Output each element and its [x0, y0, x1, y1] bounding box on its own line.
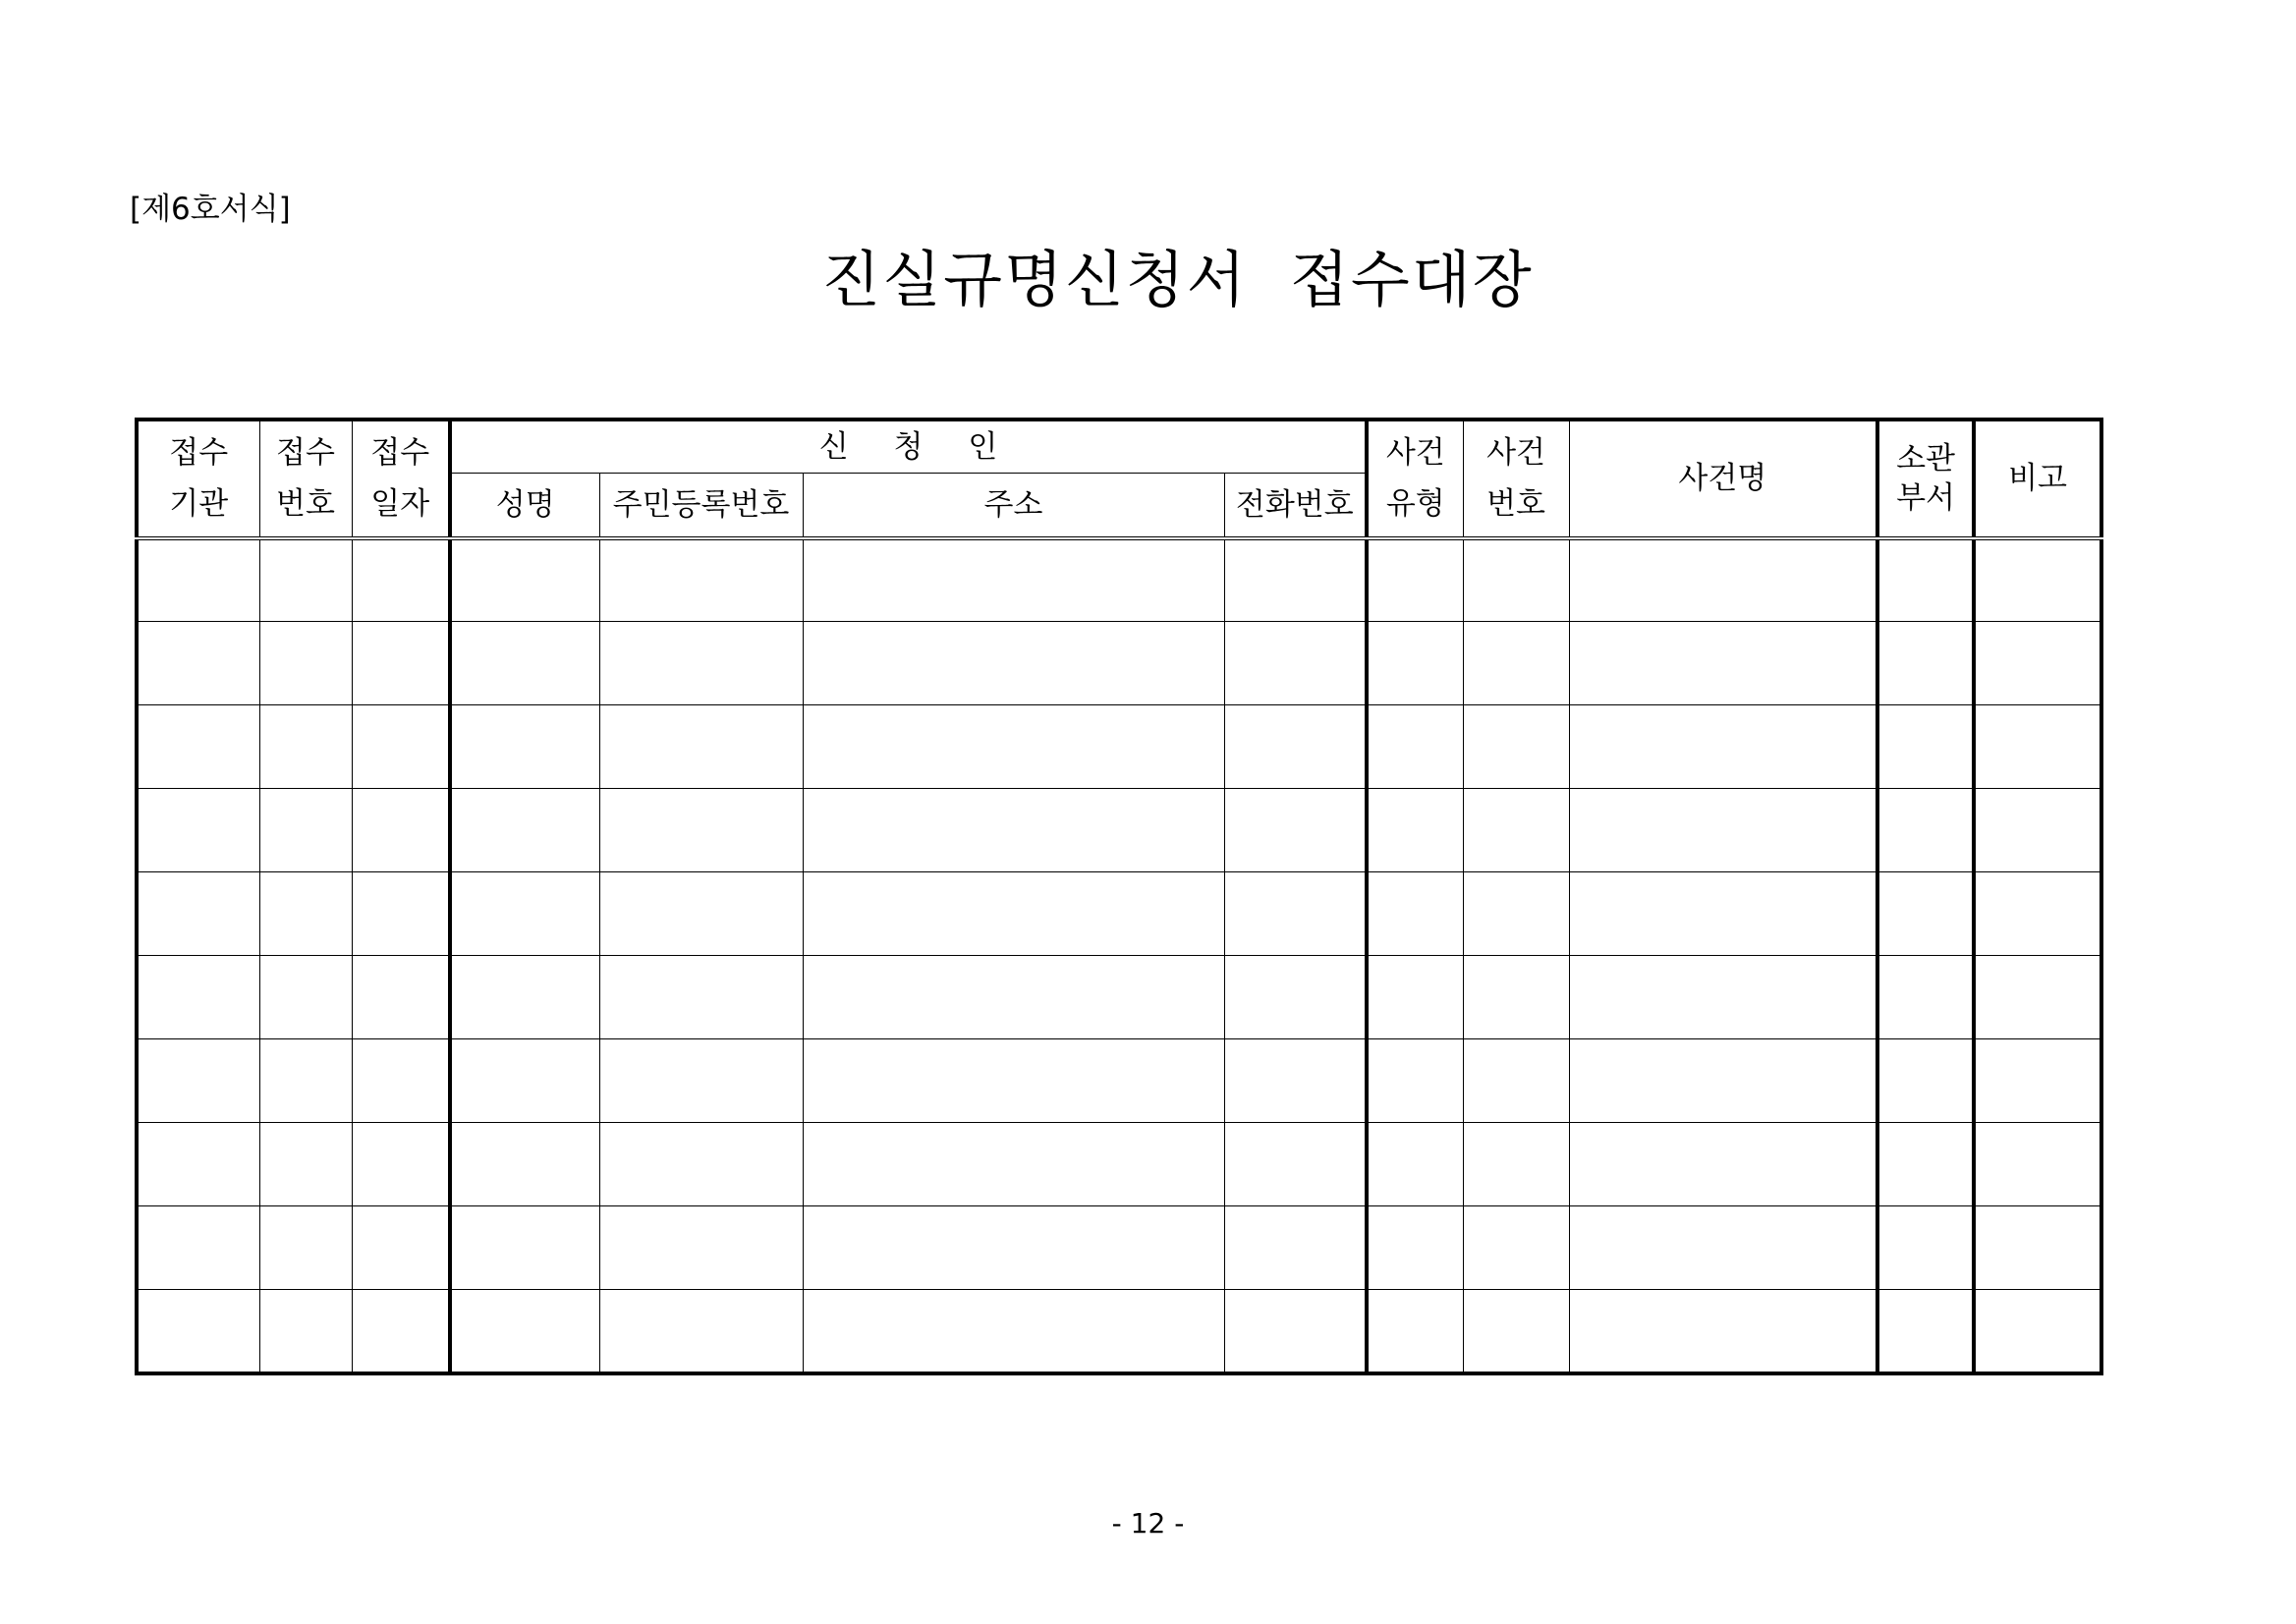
- cell-case-type[interactable]: [1367, 622, 1463, 705]
- header-receipt-date-line1: 접수: [370, 435, 430, 472]
- cell-case-type[interactable]: [1367, 956, 1463, 1039]
- header-case-name: 사건명: [1569, 420, 1877, 538]
- header-department: [1877, 420, 1974, 538]
- page-title: 진실규명신청서 접수대장: [821, 244, 1534, 315]
- cell-case-number[interactable]: [1463, 538, 1569, 622]
- cell-receiving-agency[interactable]: [137, 1123, 259, 1206]
- cell-case-type[interactable]: [1367, 1039, 1463, 1123]
- form-number-label: [제6호서식]: [130, 192, 291, 227]
- cell-phone-number[interactable]: [1224, 538, 1367, 622]
- cell-remarks[interactable]: [1974, 705, 2101, 789]
- cell-department[interactable]: [1877, 1290, 1974, 1373]
- ledger-body: [137, 538, 2101, 1374]
- cell-receipt-number[interactable]: [259, 956, 352, 1039]
- cell-receiving-agency[interactable]: [137, 1206, 259, 1290]
- header-case-type: [1367, 420, 1463, 538]
- cell-receipt-date[interactable]: [352, 705, 450, 789]
- cell-receiving-agency[interactable]: [137, 789, 259, 872]
- table-row: [137, 538, 2101, 622]
- table-row: [137, 1123, 2101, 1206]
- cell-resident-number[interactable]: [599, 622, 803, 705]
- cell-receiving-agency[interactable]: [137, 622, 259, 705]
- header-receipt-number-line1: 접수: [276, 435, 335, 472]
- cell-resident-number[interactable]: [599, 705, 803, 789]
- header-receipt-date: [352, 420, 450, 538]
- cell-phone-number[interactable]: [1224, 622, 1367, 705]
- cell-phone-number[interactable]: [1224, 872, 1367, 956]
- cell-receiving-agency[interactable]: [137, 872, 259, 956]
- cell-resident-number[interactable]: [599, 538, 803, 622]
- header-receipt-number: [259, 420, 352, 538]
- cell-phone-number[interactable]: [1224, 956, 1367, 1039]
- table-row: [137, 872, 2101, 956]
- table-row: [137, 705, 2101, 789]
- cell-receiving-agency[interactable]: [137, 1290, 259, 1373]
- cell-resident-number[interactable]: [599, 1039, 803, 1123]
- cell-receipt-date[interactable]: [352, 1206, 450, 1290]
- receipt-ledger-table: [135, 418, 2103, 1375]
- cell-receiving-agency[interactable]: [137, 705, 259, 789]
- header-case-type-line1: 사건: [1385, 435, 1445, 472]
- cell-remarks[interactable]: [1974, 622, 2101, 705]
- cell-address[interactable]: [803, 1039, 1224, 1123]
- table-row: [137, 622, 2101, 705]
- cell-resident-number[interactable]: [599, 1290, 803, 1373]
- header-case-type-line2: 유형: [1385, 486, 1445, 523]
- cell-case-type[interactable]: [1367, 705, 1463, 789]
- cell-case-name[interactable]: [1569, 538, 1877, 622]
- table-row: [137, 956, 2101, 1039]
- cell-applicant-name[interactable]: [450, 1123, 599, 1206]
- cell-case-type[interactable]: [1367, 1123, 1463, 1206]
- cell-department[interactable]: [1877, 538, 1974, 622]
- cell-receipt-date[interactable]: [352, 1290, 450, 1373]
- cell-case-name[interactable]: [1569, 1123, 1877, 1206]
- cell-applicant-name[interactable]: [450, 538, 599, 622]
- cell-resident-number[interactable]: [599, 1206, 803, 1290]
- header-receiving-agency-line1: 접수: [169, 435, 229, 472]
- cell-case-name[interactable]: [1569, 1290, 1877, 1373]
- cell-resident-number[interactable]: [599, 872, 803, 956]
- header-case-number-line2: 번호: [1486, 486, 1545, 523]
- cell-case-number[interactable]: [1463, 1039, 1569, 1123]
- cell-address[interactable]: [803, 872, 1224, 956]
- cell-phone-number[interactable]: [1224, 1290, 1367, 1373]
- cell-remarks[interactable]: [1974, 538, 2101, 622]
- cell-case-type[interactable]: [1367, 1206, 1463, 1290]
- cell-phone-number[interactable]: [1224, 1123, 1367, 1206]
- cell-address[interactable]: [803, 789, 1224, 872]
- cell-case-number[interactable]: [1463, 789, 1569, 872]
- table-row: [137, 789, 2101, 872]
- cell-department[interactable]: [1877, 705, 1974, 789]
- cell-phone-number[interactable]: [1224, 1206, 1367, 1290]
- cell-case-number[interactable]: [1463, 705, 1569, 789]
- page-number: - 12 -: [1111, 1507, 1185, 1540]
- cell-receipt-number[interactable]: [259, 622, 352, 705]
- cell-address[interactable]: [803, 1290, 1224, 1373]
- table-row: [137, 1290, 2101, 1373]
- cell-applicant-name[interactable]: [450, 705, 599, 789]
- cell-address[interactable]: [803, 1206, 1224, 1290]
- cell-resident-number[interactable]: [599, 1123, 803, 1206]
- cell-case-type[interactable]: [1367, 1290, 1463, 1373]
- cell-remarks[interactable]: [1974, 956, 2101, 1039]
- cell-case-number[interactable]: [1463, 1123, 1569, 1206]
- header-case-number: [1463, 420, 1569, 538]
- cell-address[interactable]: [803, 705, 1224, 789]
- header-applicant-group: 신 청 인: [450, 420, 1367, 474]
- cell-applicant-name[interactable]: [450, 1039, 599, 1123]
- cell-department[interactable]: [1877, 1123, 1974, 1206]
- header-applicant-name: 성명: [450, 474, 599, 538]
- cell-remarks[interactable]: [1974, 789, 2101, 872]
- header-remarks: 비고: [1974, 420, 2101, 538]
- cell-applicant-name[interactable]: [450, 789, 599, 872]
- cell-department[interactable]: [1877, 622, 1974, 705]
- cell-remarks[interactable]: [1974, 872, 2101, 956]
- cell-department[interactable]: [1877, 956, 1974, 1039]
- cell-case-number[interactable]: [1463, 872, 1569, 956]
- cell-phone-number[interactable]: [1224, 1039, 1367, 1123]
- cell-receipt-date[interactable]: [352, 1039, 450, 1123]
- cell-case-number[interactable]: [1463, 1290, 1569, 1373]
- cell-case-type[interactable]: [1367, 538, 1463, 622]
- cell-applicant-name[interactable]: [450, 872, 599, 956]
- cell-remarks[interactable]: [1974, 1290, 2101, 1373]
- cell-department[interactable]: [1877, 872, 1974, 956]
- cell-phone-number[interactable]: [1224, 789, 1367, 872]
- cell-address[interactable]: [803, 538, 1224, 622]
- cell-resident-number[interactable]: [599, 956, 803, 1039]
- header-receipt-number-line2: 번호: [276, 486, 335, 523]
- cell-receipt-number[interactable]: [259, 538, 352, 622]
- header-case-number-line1: 사건: [1486, 435, 1545, 472]
- cell-address[interactable]: [803, 622, 1224, 705]
- cell-resident-number[interactable]: [599, 789, 803, 872]
- cell-case-name[interactable]: [1569, 1206, 1877, 1290]
- cell-department[interactable]: [1877, 1206, 1974, 1290]
- cell-receipt-number[interactable]: [259, 872, 352, 956]
- cell-receipt-date[interactable]: [352, 872, 450, 956]
- header-row-top: [137, 420, 2101, 474]
- cell-receipt-date[interactable]: [352, 622, 450, 705]
- cell-case-name[interactable]: [1569, 872, 1877, 956]
- cell-case-number[interactable]: [1463, 622, 1569, 705]
- cell-case-name[interactable]: [1569, 622, 1877, 705]
- table-row: [137, 1206, 2101, 1290]
- cell-case-number[interactable]: [1463, 956, 1569, 1039]
- cell-case-name[interactable]: [1569, 956, 1877, 1039]
- cell-receipt-number[interactable]: [259, 789, 352, 872]
- cell-receiving-agency[interactable]: [137, 1039, 259, 1123]
- cell-case-type[interactable]: [1367, 872, 1463, 956]
- cell-receipt-number[interactable]: [259, 1123, 352, 1206]
- header-department-line2: 부서: [1896, 480, 1955, 517]
- cell-applicant-name[interactable]: [450, 1206, 599, 1290]
- cell-receipt-date[interactable]: [352, 538, 450, 622]
- cell-applicant-name[interactable]: [450, 956, 599, 1039]
- cell-receipt-number[interactable]: [259, 1039, 352, 1123]
- cell-receipt-date[interactable]: [352, 1123, 450, 1206]
- cell-receiving-agency[interactable]: [137, 538, 259, 622]
- header-resident-number: 주민등록번호: [599, 474, 803, 538]
- cell-remarks[interactable]: [1974, 1123, 2101, 1206]
- cell-phone-number[interactable]: [1224, 705, 1367, 789]
- cell-case-number[interactable]: [1463, 1206, 1569, 1290]
- cell-receipt-date[interactable]: [352, 956, 450, 1039]
- cell-case-name[interactable]: [1569, 705, 1877, 789]
- cell-receiving-agency[interactable]: [137, 956, 259, 1039]
- cell-applicant-name[interactable]: [450, 622, 599, 705]
- cell-department[interactable]: [1877, 789, 1974, 872]
- header-receipt-date-line2: 일자: [370, 486, 430, 523]
- header-phone-number: 전화번호: [1224, 474, 1367, 538]
- cell-address[interactable]: [803, 1123, 1224, 1206]
- table-row: [137, 1039, 2101, 1123]
- cell-receipt-number[interactable]: [259, 1290, 352, 1373]
- cell-address[interactable]: [803, 956, 1224, 1039]
- cell-applicant-name[interactable]: [450, 1290, 599, 1373]
- header-receiving-agency-line2: 기관: [169, 486, 229, 523]
- header-address: 주소: [803, 474, 1224, 538]
- cell-case-name[interactable]: [1569, 1039, 1877, 1123]
- cell-case-name[interactable]: [1569, 789, 1877, 872]
- header-department-line1: 소관: [1896, 441, 1955, 477]
- cell-receipt-date[interactable]: [352, 789, 450, 872]
- cell-receipt-number[interactable]: [259, 705, 352, 789]
- cell-remarks[interactable]: [1974, 1206, 2101, 1290]
- cell-receipt-number[interactable]: [259, 1206, 352, 1290]
- header-receiving-agency: [137, 420, 259, 538]
- cell-case-type[interactable]: [1367, 789, 1463, 872]
- cell-remarks[interactable]: [1974, 1039, 2101, 1123]
- cell-department[interactable]: [1877, 1039, 1974, 1123]
